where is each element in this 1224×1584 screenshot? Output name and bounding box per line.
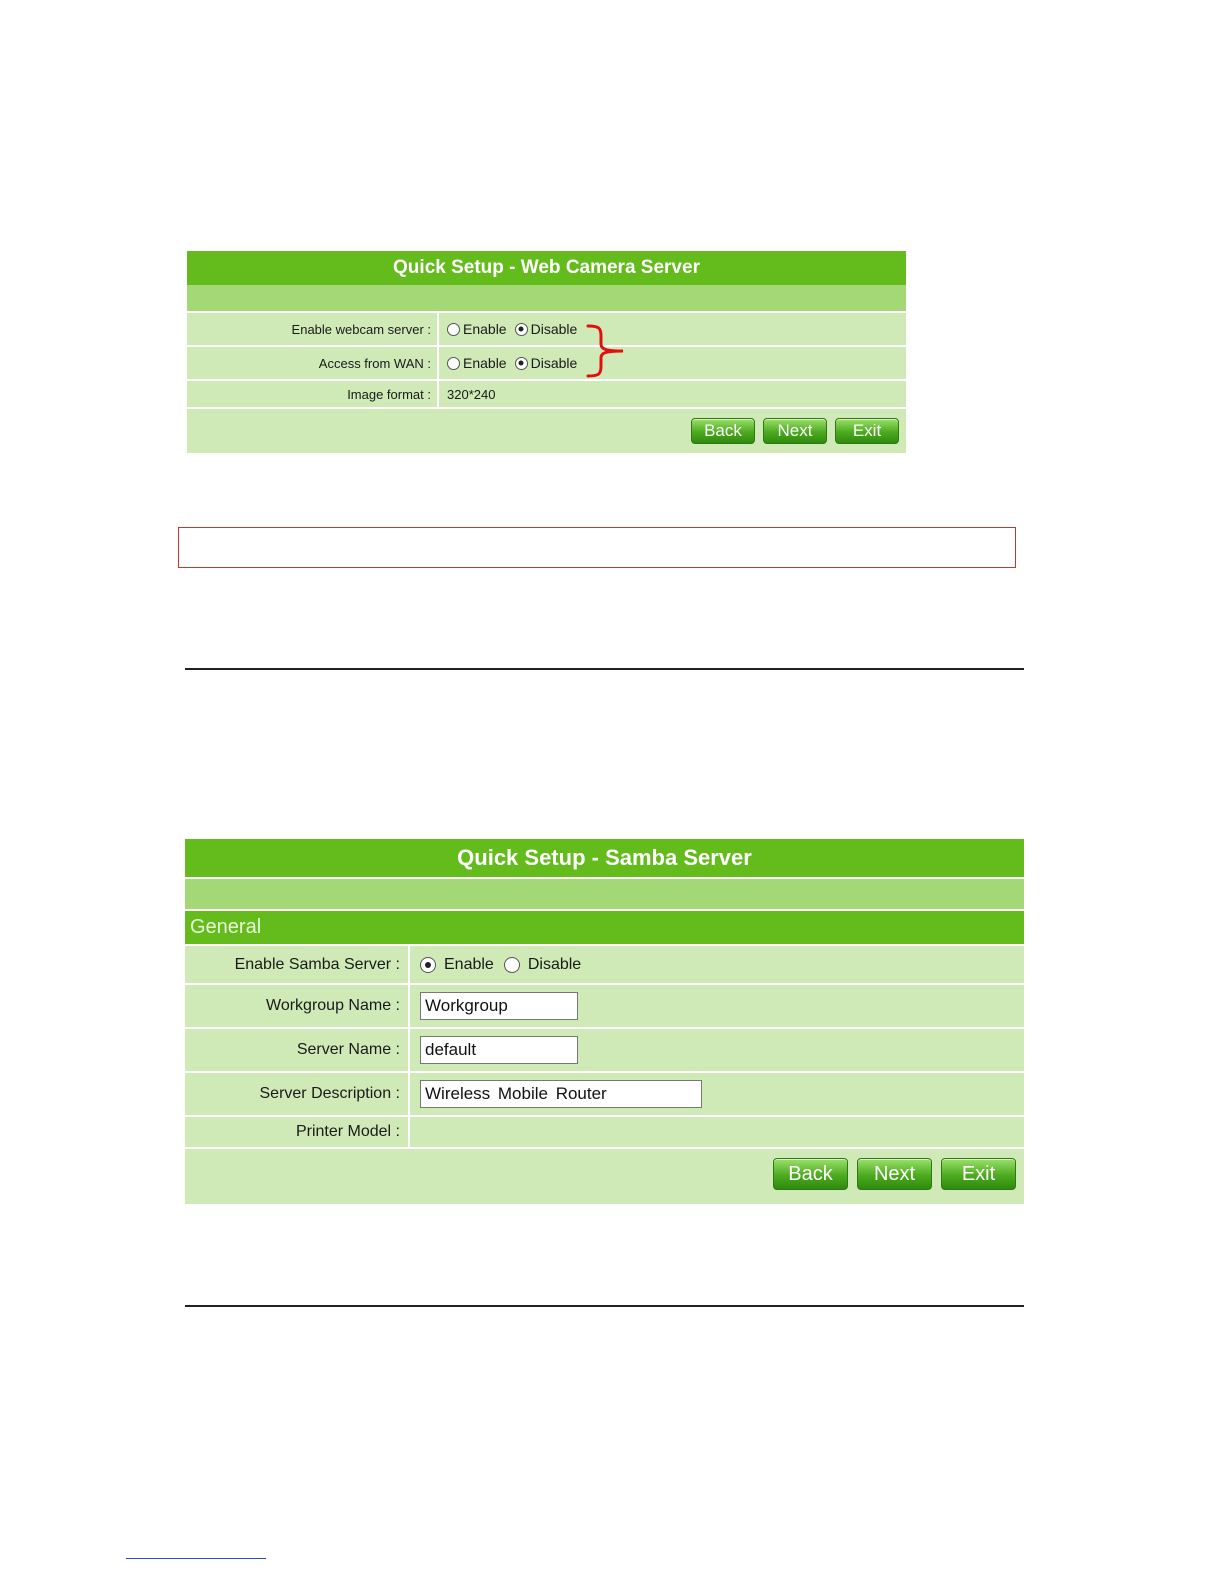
printer-model-value <box>410 1117 420 1147</box>
samba-button-bar <box>185 1147 1024 1199</box>
enable-samba-enable-label[interactable]: Enable <box>444 955 494 973</box>
access-wan-enable-label[interactable]: Enable <box>463 355 507 371</box>
enable-samba-label: Enable Samba Server : <box>185 946 410 983</box>
samba-section-general: General <box>185 909 1024 944</box>
webcam-panel-title: Quick Setup - Web Camera Server <box>187 251 906 285</box>
enable-samba-options <box>410 946 581 983</box>
server-name-input[interactable]: default <box>420 1036 578 1064</box>
enable-webcam-disable-radio[interactable] <box>515 323 528 336</box>
samba-panel-title: Quick Setup - Samba Server <box>185 839 1024 877</box>
webcam-header-band <box>187 285 906 311</box>
workgroup-input[interactable]: Workgroup <box>420 992 578 1020</box>
enable-samba-enable-radio[interactable] <box>420 957 436 973</box>
divider-line <box>185 668 1024 670</box>
enable-samba-disable-label[interactable]: Disable <box>527 955 582 973</box>
samba-header-band <box>185 877 1024 909</box>
server-description-row <box>185 1071 1024 1115</box>
server-description-input[interactable]: Wireless Mobile Router <box>420 1080 702 1108</box>
access-wan-row <box>187 345 906 379</box>
server-name-row <box>185 1027 1024 1071</box>
server-name-value-cell <box>410 1029 578 1071</box>
image-format-label: Image format : <box>187 381 439 407</box>
webcam-button-bar <box>187 407 906 453</box>
server-description-value-cell <box>410 1073 702 1115</box>
samba-setup-panel <box>185 839 1024 1204</box>
annotation-box <box>178 527 1016 568</box>
samba-back-button[interactable]: Back <box>773 1158 848 1190</box>
printer-model-label: Printer Model : <box>185 1117 410 1147</box>
access-wan-label: Access from WAN : <box>187 347 439 379</box>
workgroup-row <box>185 983 1024 1027</box>
webcam-exit-button[interactable]: Exit <box>835 418 899 444</box>
samba-exit-button[interactable]: Exit <box>941 1158 1016 1190</box>
image-format-value: 320*240 <box>447 386 496 402</box>
divider-line-bottom <box>185 1305 1024 1307</box>
enable-webcam-disable-label[interactable]: Disable <box>530 321 578 337</box>
annotation-brace-icon <box>585 322 627 380</box>
server-description-label: Server Description : <box>185 1073 410 1115</box>
webcam-setup-panel <box>187 251 906 453</box>
access-wan-disable-label[interactable]: Disable <box>530 355 578 371</box>
footnote-separator <box>126 1558 266 1559</box>
server-name-label: Server Name : <box>185 1029 410 1071</box>
webcam-next-button[interactable]: Next <box>763 418 827 444</box>
image-format-row <box>187 379 906 407</box>
samba-next-button[interactable]: Next <box>857 1158 932 1190</box>
enable-samba-row <box>185 944 1024 983</box>
enable-webcam-enable-radio[interactable] <box>447 323 460 336</box>
webcam-back-button[interactable]: Back <box>691 418 755 444</box>
access-wan-disable-radio[interactable] <box>515 357 528 370</box>
access-wan-options <box>439 347 577 379</box>
printer-model-row <box>185 1115 1024 1147</box>
enable-webcam-enable-label[interactable]: Enable <box>463 321 507 337</box>
workgroup-label: Workgroup Name : <box>185 985 410 1027</box>
workgroup-value-cell <box>410 985 578 1027</box>
enable-webcam-options <box>439 313 577 345</box>
enable-webcam-label: Enable webcam server : <box>187 313 439 345</box>
enable-webcam-row <box>187 311 906 345</box>
enable-samba-disable-radio[interactable] <box>504 957 520 973</box>
access-wan-enable-radio[interactable] <box>447 357 460 370</box>
